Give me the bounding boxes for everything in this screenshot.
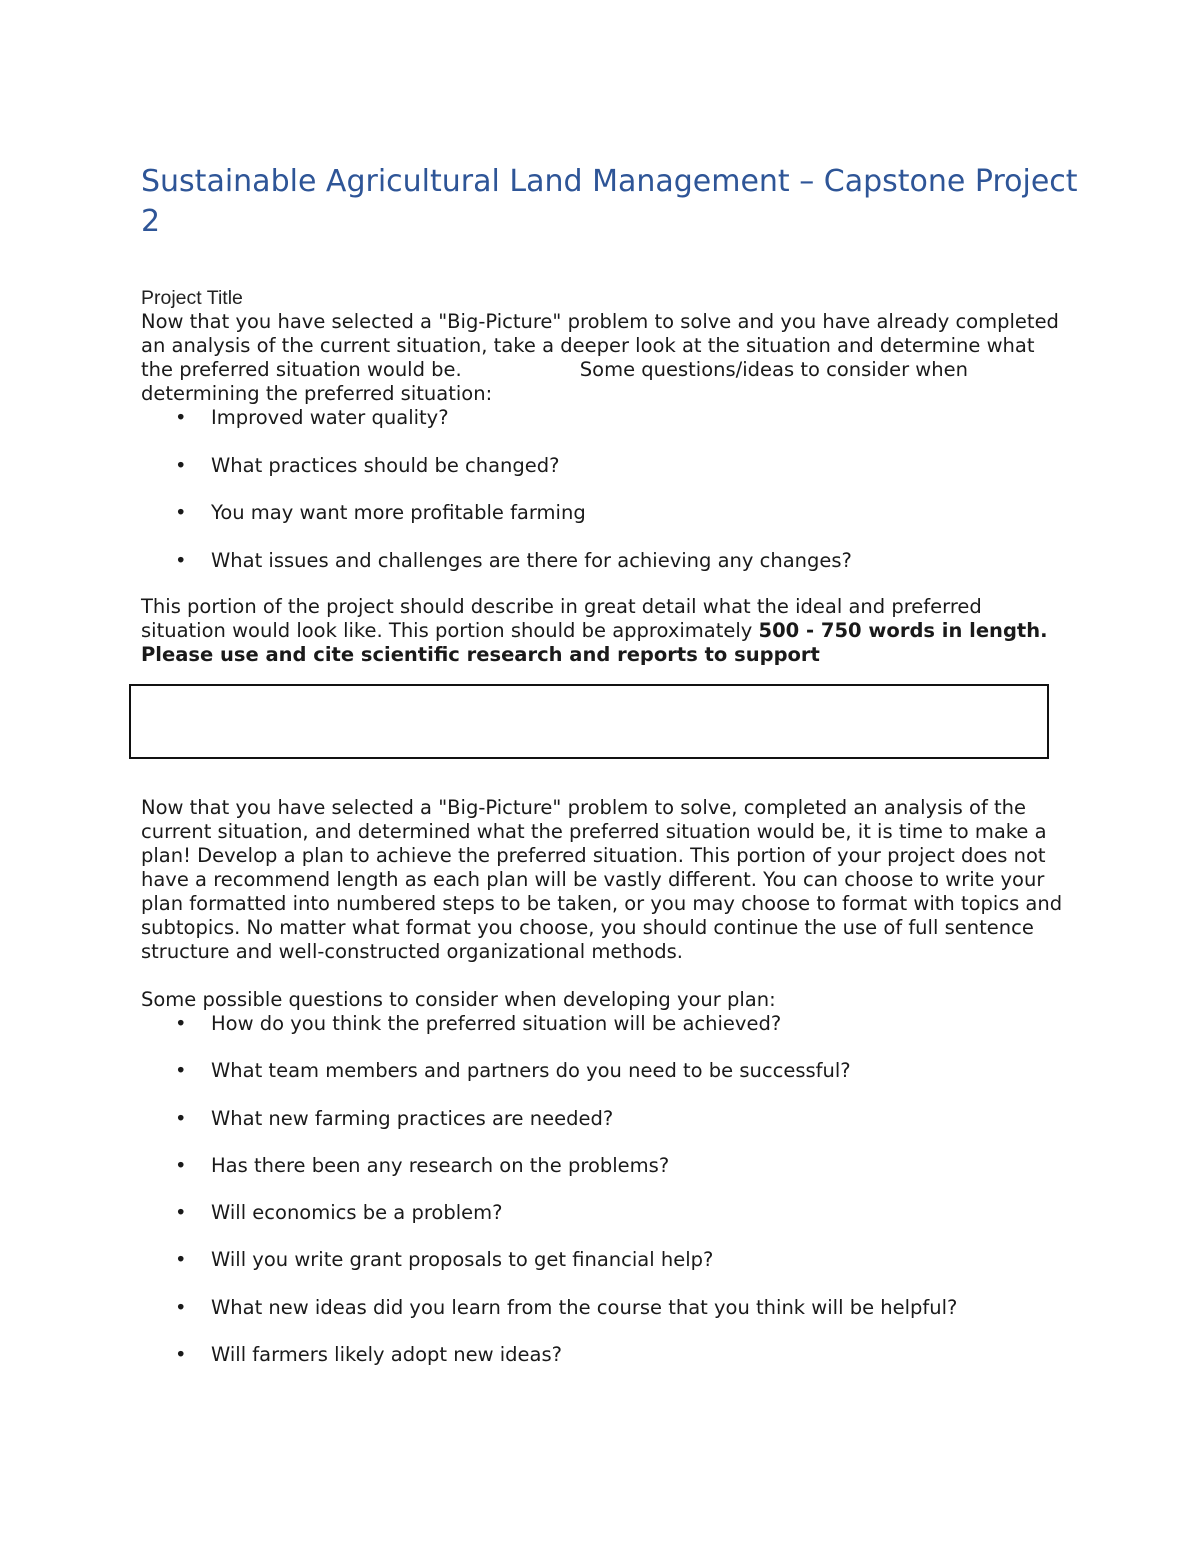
- project-title-label: Project Title: [141, 287, 243, 309]
- list-item: [141, 1154, 1071, 1178]
- list-item: [141, 406, 1061, 430]
- list-item: [141, 1107, 1071, 1131]
- ideas-bullet-list: [141, 406, 1061, 573]
- bullet-icon: •: [175, 1201, 187, 1225]
- bullet-icon: •: [175, 1012, 187, 1035]
- list-item: [141, 1059, 1071, 1083]
- bullet-icon: •: [175, 1153, 187, 1177]
- questions-lead: Some possible questions to consider when developing your plan:: [141, 988, 776, 1011]
- list-item: [141, 549, 1061, 573]
- list-item: [141, 1201, 1071, 1225]
- bullet-icon: •: [175, 406, 187, 429]
- list-item-text: Will economics be a problem?: [211, 1201, 503, 1225]
- list-item: [141, 1012, 1071, 1036]
- bullet-icon: •: [175, 1343, 187, 1367]
- list-item: [141, 1343, 1071, 1367]
- document-title: Sustainable Agricultural Land Management – Capstone Project 2: [141, 164, 1078, 239]
- list-item-text: Will you write grant proposals to get financial help?: [211, 1248, 714, 1272]
- plan-questions-list: [141, 1012, 1071, 1367]
- list-item: [141, 454, 1061, 478]
- answer-text-box[interactable]: [129, 684, 1049, 759]
- list-item: [141, 1248, 1071, 1272]
- section-preferred-situation: [141, 286, 1061, 596]
- list-item-text: What issues and challenges are there for achieving any changes?: [211, 548, 852, 572]
- bullet-icon: •: [175, 1106, 187, 1130]
- intro-paragraph: [141, 310, 1061, 406]
- list-item-text: What new ideas did you learn from the course that you think will be helpful?: [211, 1295, 958, 1319]
- bullet-icon: •: [175, 1059, 187, 1083]
- intro-text-part2: Some questions/ideas to consider when determining the preferred situation:: [141, 358, 968, 405]
- section-plan: [141, 796, 1071, 1390]
- bullet-icon: •: [175, 501, 187, 524]
- list-item-text: What new farming practices are needed?: [211, 1106, 614, 1130]
- intro-text-part1: Now that you have selected a "Big-Picture" problem to solve and you have already completed an analysis of the current situation, take a deeper look at the situation and determine what the preferred situation would be.: [141, 310, 1059, 381]
- detail-text: This portion of the project should describe in great detail what the ideal and preferred situation would look like. This portion should be approximately: [141, 595, 982, 642]
- list-item-text: What team members and partners do you need to be successful?: [211, 1059, 851, 1083]
- bullet-icon: •: [175, 453, 187, 477]
- bullet-icon: •: [175, 548, 187, 572]
- plan-intro-paragraph: Now that you have selected a "Big-Picture" problem to solve, completed an analysis of the current situation, and determined what the preferred situation would be, it is time to make a plan! Develop a plan to achieve the preferred situation. This portion of your project does not have a recommend length as each plan will be vastly different. You can choose to write your plan formatted into numbered steps to be taken, or you may choose to format with topics and subtopics. No matter what format you choose, you should continue the use of full sentence structure and well-constructed organizational methods.: [141, 796, 1063, 963]
- list-item-text: You may want more profitable farming: [211, 501, 586, 524]
- list-item-text: What practices should be changed?: [211, 453, 560, 477]
- list-item-text: How do you think the preferred situation will be achieved?: [211, 1012, 782, 1035]
- bullet-icon: •: [175, 1248, 187, 1272]
- list-item: [141, 501, 1061, 525]
- list-item-text: Has there been any research on the problems?: [211, 1153, 670, 1177]
- list-item-text: Improved water quality?: [211, 406, 449, 429]
- detail-bold-text: 500 - 750 words in length. Please use and cite scientific research and reports to support: [141, 619, 1048, 666]
- list-item-text: Will farmers likely adopt new ideas?: [211, 1343, 562, 1367]
- detail-paragraph: [141, 595, 1061, 667]
- list-item: [141, 1296, 1071, 1320]
- bullet-icon: •: [175, 1295, 187, 1319]
